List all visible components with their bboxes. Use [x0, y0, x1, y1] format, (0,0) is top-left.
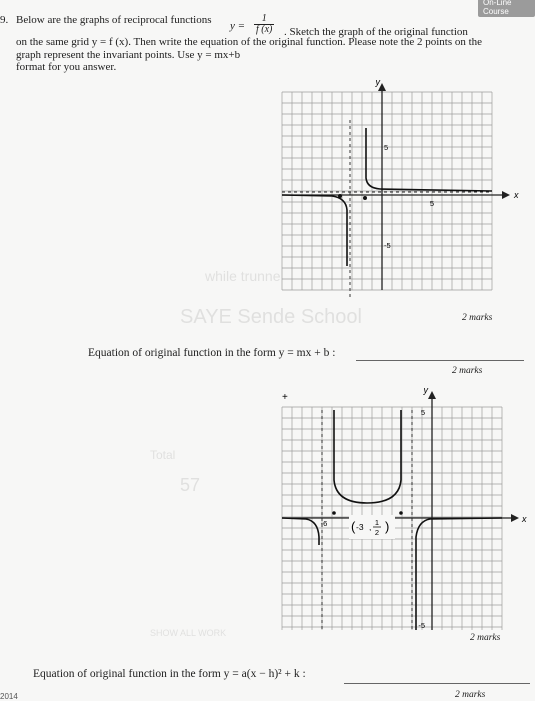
- graph-b-x-arrow: [511, 514, 519, 522]
- question-line3: graph represent the invariant points. Use y = mx+b: [16, 49, 241, 61]
- watermark-3: Total: [150, 448, 176, 462]
- question-y-eq: y =: [230, 20, 246, 32]
- graph-b-invariant-point-2: [399, 511, 403, 515]
- watermark-2: SAYE Sende School: [180, 306, 362, 328]
- graph-a-invariant-point-2: [363, 196, 367, 200]
- graph-a-y-label: y: [375, 77, 380, 87]
- graph-b-tick-y5: 5: [420, 408, 425, 417]
- watermark-1: while trunne: [205, 268, 281, 284]
- graph-a-x-arrow: [502, 191, 510, 199]
- graph-b-point-label: [349, 515, 395, 539]
- question-line1-b: . Sketch the graph of the original function: [284, 26, 468, 38]
- graph-b-left-branch: [282, 518, 319, 545]
- part-b-marks: 2 marks: [470, 633, 501, 643]
- part-a-marks-after: 2 marks: [452, 366, 483, 376]
- graph-b-tick-xm6: -6: [320, 519, 328, 528]
- footer-code: 2014: [0, 692, 18, 701]
- watermark-5: SHOW ALL WORK: [150, 628, 227, 638]
- graph-b-tick-ym5: -5: [418, 621, 425, 630]
- graph-b-invariant-point-1: [332, 511, 336, 515]
- graph-a-invariant-point-1: [338, 194, 342, 198]
- graph-a-branch-right: [366, 128, 492, 191]
- graph-a-tick-y5: 5: [384, 143, 389, 152]
- question-number: 9.: [0, 14, 9, 26]
- graph-b-plus-mark: +: [282, 392, 288, 403]
- part-b-marks-after: 2 marks: [455, 690, 486, 700]
- watermark-4: 57: [180, 475, 201, 495]
- graph-a-tick-x5: 5: [429, 199, 435, 208]
- graph-b-middle-branch: [334, 410, 401, 503]
- reciprocal-fraction: $\frac{1}{f (x)}$: [256, 13, 273, 35]
- part-b-equation-label: Equation of original function in the form y = a(x − h)² + k :: [33, 668, 306, 680]
- graph-a: [270, 70, 530, 300]
- part-a-marks: 2 marks: [462, 313, 493, 323]
- course-badge: On-Line Course: [478, 0, 535, 17]
- part-a-equation-label: Equation of original function in the form y = mx + b :: [88, 347, 336, 359]
- graph-b-right-branch: [416, 518, 502, 630]
- graph-a-tick-ym5: -5: [384, 241, 391, 250]
- graph-b-y-arrow: [428, 391, 436, 399]
- svg-text:2: 2: [374, 528, 380, 537]
- part-b-answer-line[interactable]: [344, 683, 530, 684]
- svg-text:,: ,: [369, 522, 372, 532]
- question-line1-a: Below are the graphs of reciprocal functions: [16, 14, 212, 26]
- svg-text:): ): [385, 519, 390, 534]
- part-a-answer-line[interactable]: [356, 360, 524, 361]
- graph-a-x-label: x: [514, 190, 519, 200]
- svg-text:(: (: [351, 519, 356, 534]
- question-line4: format for you answer.: [16, 61, 117, 73]
- question-line2: on the same grid y = f (x). Then write the equation of the original function. Please note the 2 points on the: [16, 36, 483, 48]
- svg-text:-3: -3: [356, 522, 364, 532]
- svg-text:1: 1: [374, 518, 380, 527]
- graph-b-x-label: x: [522, 514, 527, 524]
- graph-b: [270, 385, 535, 640]
- graph-b-y-label: y: [423, 385, 428, 395]
